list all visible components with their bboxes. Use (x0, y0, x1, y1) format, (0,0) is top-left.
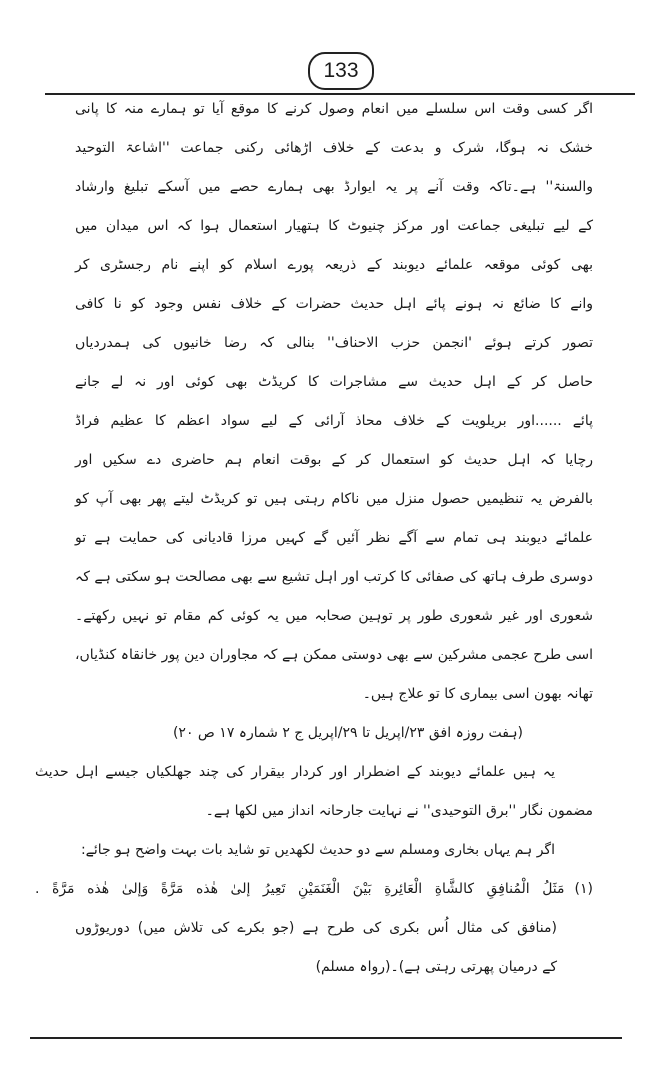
text-line: وانے کا ضائع نہ ہونے پائے اہل حدیث حضرات کے خلاف نفس وجود کو نا کافی (75, 296, 593, 312)
hadith-arabic (35, 870, 593, 909)
text-line: مضمون نگار ''برق التوحیدی'' نے نہایت جارحانہ انداز میں لکھا ہے۔ (205, 803, 593, 819)
text-line: علمائے دیوبند ہی تمام سے آگے نظر آئیں گے کہیں مرزا قادیانی کی حمایت ہے تو (75, 530, 593, 546)
text-line: پائے ......اور بریلویت کے خلاف محاذ آرائی کے لیے سواد اعظم کا عظیم فراڈ (75, 413, 593, 429)
citation: (ہفت روزہ افق ۲۳/اپریل تا ۲۹/اپریل ج ۲ شمارہ ۱۷ ص ۲۰) (172, 725, 523, 741)
text-line: تھانہ بھون اسی بیماری کا تو علاج ہیں۔ (362, 686, 593, 702)
footer-divider (30, 1037, 622, 1039)
text-line: کے لیے تبلیغی جماعت اور مرکز چنیوٹ کا ہتھیار استعمال ہوا کہ اس میدان میں (75, 218, 593, 234)
text-line: خشک نہ ہوگا، شرک و بدعت کے خلاف اڑھائی رکنی جماعت ''اشاعۃ التوحید (75, 140, 593, 156)
hadith-translation: (منافق کی مثال اُس بکری کی طرح ہے (جو بکرے کی تلاش میں) دوریوڑوں (75, 920, 557, 936)
text-line: تصور کرتے ہوئے 'انجمن حزب الاحناف'' بنالی کہ رضا خانیوں کی ہمدردیاں (75, 335, 593, 351)
text-line: یہ ہیں علمائے دیوبند کے اضطرار اور کردار بیقرار کی چند جھلکیاں جیسے اہل حدیث (35, 764, 555, 780)
text-line: رچایا کہ اہل حدیث کو استعمال کر کے بوقت انعام ہم حاضری دے سکیں اور (75, 452, 593, 468)
text-line: شعوری اور غیر شعوری طور پر توہین صحابہ میں یہ کوئی کم مقام تو نہیں رکھتے۔ (75, 608, 593, 624)
hadith-translation: کے درمیان پھرتی رہتی ہے)۔(رواہ مسلم) (315, 959, 557, 975)
page-number: 133 (308, 52, 374, 90)
text-line: دوسری طرف ہاتھ کی صفائی کا کرتب اور اہل تشیع سے بھی مصالحت ہو سکتی ہے کہ (75, 569, 593, 585)
text-line: اگر ہم یہاں بخاری ومسلم سے دو حدیث لکھدیں تو شاید بات بہت واضح ہو جائے: (80, 842, 555, 858)
text-line: بالفرض یہ تنظیمیں حصول منزل میں ناکام رہتی ہیں تو کریڈٹ لیتے پھر بھی آپ کو (75, 491, 593, 507)
hadith-text: مَثَلُ الْمُنافِقِ كالشَّاةِ الْعَائِرةِ بَيْنَ الْغَنَمَيْنِ تَعِيرُ إلىٰ هٰذه مَرَّةً وَإلىٰ هٰذه مَرَّةً . (35, 881, 565, 897)
hadith-number: (۱) (574, 881, 593, 897)
text-line: والسنۃ'' ہے۔تاکہ وقت آنے پر یہ ایوارڈ بھی ہمارے حصے میں آسکے تبلیغ وارشاد (75, 179, 593, 195)
text-line: اسی طرح عجمی مشرکین سے بھی دوستی ممکن ہے کہ مجاوران دین پور خانقاہ کنڈیاں، (75, 647, 593, 663)
text-line: اگر کسی وقت اس سلسلے میں انعام وصول کرنے کا موقع آیا تو ہمارے منہ کا پانی (75, 101, 593, 117)
text-line: بھی کوئی موقعہ علمائے دیوبند کے ذریعہ پورے اسلام کو اپنے نام رجسٹری کر (75, 257, 593, 273)
text-line: حاصل کر کے اہل حدیث سے مشاجرات کا کریڈٹ بھی کوئی اور نہ لے جانے (75, 374, 593, 390)
page-body (35, 90, 593, 987)
